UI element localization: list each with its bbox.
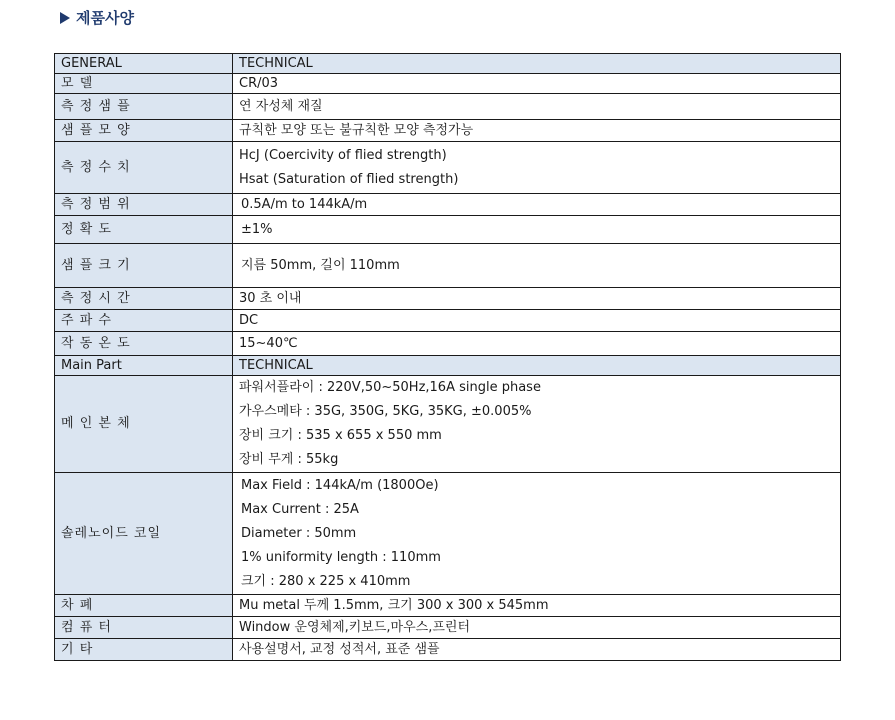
solenoid-line-4: 1% uniformity length : 110mm: [241, 549, 441, 565]
header-cell-technical: TECHNICAL: [233, 54, 841, 74]
label-sample-shape: 샘 플 모 양: [55, 120, 233, 142]
table-row-range: [55, 194, 841, 216]
label-sample-size: 샘 플 크 기: [55, 244, 233, 288]
solenoid-line-3: Diameter : 50mm: [241, 525, 357, 541]
main-body-line-4: 장비 무게 : 55kg: [239, 452, 339, 467]
header-cell-main-part: Main Part: [55, 356, 233, 376]
value-shield: Mu metal 두께 1.5mm, 크기 300 x 300 x 545mm: [233, 595, 841, 617]
table-row-main-body: [55, 376, 841, 473]
solenoid-line-2: Max Current : 25A: [241, 501, 359, 517]
value-range: 0.5A/m to 144kA/m: [233, 194, 841, 216]
value-computer: Window 운영체제,키보드,마우스,프린터: [233, 617, 841, 639]
value-sample-size: 지름 50mm, 길이 110mm: [233, 244, 841, 288]
value-sample: 연 자성체 재질: [233, 94, 841, 120]
measure-line-1: HcJ (Coercivity of flied strength): [239, 147, 447, 163]
table-row-model: [55, 74, 841, 94]
table-row-general: [55, 54, 841, 74]
table-row-shield: [55, 595, 841, 617]
table-row-frequency: [55, 310, 841, 332]
value-measure-values: [233, 142, 841, 194]
value-solenoid-coil: [233, 473, 841, 595]
solenoid-line-5: 크기 : 280 x 225 x 410mm: [241, 573, 411, 589]
table-row-computer: [55, 617, 841, 639]
value-time: 30 초 이내: [233, 288, 841, 310]
table-row-time: [55, 288, 841, 310]
main-body-line-1: 파워서플라이 : 220V,50~50Hz,16A single phase: [239, 380, 541, 395]
label-accuracy: 정 확 도: [55, 216, 233, 244]
triangle-bullet-icon: [60, 12, 70, 24]
value-model: CR/03: [233, 74, 841, 94]
value-temperature: 15~40℃: [233, 332, 841, 356]
table-row-sample-shape: [55, 120, 841, 142]
main-body-line-3: 장비 크기 : 535 x 655 x 550 mm: [239, 428, 442, 443]
table-row-sample: [55, 94, 841, 120]
label-etc: 기 타: [55, 639, 233, 661]
section-title: [60, 7, 134, 28]
value-etc: 사용설명서, 교정 성적서, 표준 샘플: [233, 639, 841, 661]
header-cell-general: GENERAL: [55, 54, 233, 74]
table-row-accuracy: [55, 216, 841, 244]
label-shield: 차 폐: [55, 595, 233, 617]
table-row-solenoid-coil: [55, 473, 841, 595]
header-cell-main-technical: TECHNICAL: [233, 356, 841, 376]
measure-line-2: Hsat (Saturation of flied strength): [239, 171, 459, 187]
label-temperature: 작 동 온 도: [55, 332, 233, 356]
label-range: 측 정 범 위: [55, 194, 233, 216]
value-main-body: [233, 376, 841, 473]
solenoid-line-1: Max Field : 144kA/m (1800Oe): [241, 477, 439, 493]
table-row-measure-values: [55, 142, 841, 194]
label-frequency: 주 파 수: [55, 310, 233, 332]
label-time: 측 정 시 간: [55, 288, 233, 310]
section-title-text: 제품사양: [76, 9, 134, 27]
table-row-main-part: [55, 356, 841, 376]
table-row-sample-size: [55, 244, 841, 288]
table-row-temperature: [55, 332, 841, 356]
value-frequency: DC: [233, 310, 841, 332]
label-main-body: 메 인 본 체: [55, 376, 233, 473]
main-body-line-2: 가우스메타 : 35G, 350G, 5KG, 35KG, ±0.005%: [239, 404, 532, 419]
value-accuracy: ±1%: [233, 216, 841, 244]
label-computer: 컴 퓨 터: [55, 617, 233, 639]
label-solenoid-coil: 솔레노이드 코일: [55, 473, 233, 595]
label-sample: 측 정 샘 플: [55, 94, 233, 120]
spec-table: [54, 53, 841, 661]
label-measure-values: 측 정 수 치: [55, 142, 233, 194]
value-sample-shape: 규칙한 모양 또는 불규칙한 모양 측정가능: [233, 120, 841, 142]
table-row-etc: [55, 639, 841, 661]
label-model: 모 델: [55, 74, 233, 94]
